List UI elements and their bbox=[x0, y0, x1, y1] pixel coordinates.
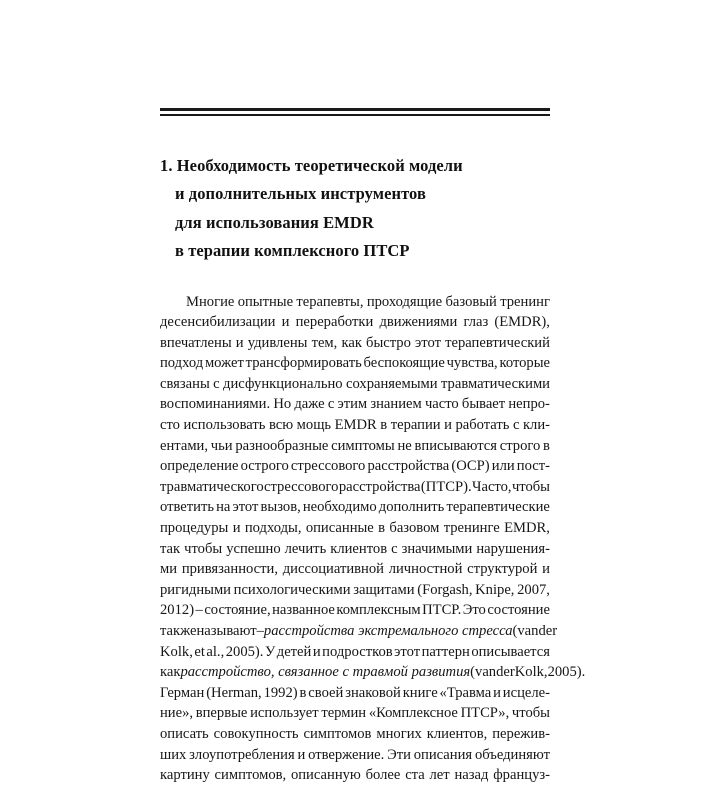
body-line bbox=[160, 374, 550, 395]
body-word: диссоциативной bbox=[282, 561, 384, 578]
body-word: EMDR bbox=[334, 417, 377, 434]
body-word: 1992) bbox=[263, 684, 298, 701]
body-word: беспокоящие bbox=[363, 355, 445, 372]
body-word: ние», bbox=[160, 705, 194, 722]
body-word: использовать bbox=[183, 417, 266, 434]
body-word: «Комплексное bbox=[368, 705, 458, 722]
body-word: терапии bbox=[390, 417, 441, 434]
body-line bbox=[160, 436, 550, 457]
chapter-title-line-4: в терапии комплексного ПТСР bbox=[175, 241, 410, 261]
chapter-title-line-3: для использования EMDR bbox=[175, 212, 374, 232]
body-word: расстройства экстремального стресса bbox=[263, 623, 513, 639]
body-word: Часто, bbox=[471, 478, 512, 495]
body-word: дисфункционально bbox=[223, 375, 343, 392]
body-line bbox=[160, 683, 550, 704]
body-line bbox=[160, 333, 550, 354]
body-word: et bbox=[194, 643, 205, 660]
body-word: названное bbox=[272, 602, 335, 619]
body-word: тренинге bbox=[443, 520, 500, 537]
body-word: объединяют bbox=[474, 746, 550, 763]
body-word: (EMDR), bbox=[494, 314, 550, 331]
body-line bbox=[160, 765, 550, 786]
body-word: ста bbox=[405, 767, 425, 784]
body-word: терапевты, bbox=[296, 293, 364, 310]
body-word: на bbox=[216, 499, 231, 516]
body-word: вписываются bbox=[414, 437, 497, 454]
body-word: вызов, bbox=[260, 499, 301, 516]
body-word: бывает bbox=[461, 396, 506, 413]
body-word: этот bbox=[394, 643, 421, 660]
body-word: чьи bbox=[210, 437, 233, 454]
body-word: картину bbox=[160, 767, 210, 784]
body-word: состояние, bbox=[204, 602, 271, 619]
body-word: личностной bbox=[388, 561, 463, 578]
body-paragraph bbox=[160, 292, 586, 786]
body-word: клиентов, bbox=[426, 725, 488, 742]
body-word: знанием bbox=[370, 396, 422, 413]
body-word: и bbox=[281, 314, 290, 331]
body-word: (Forgash, bbox=[417, 581, 473, 598]
body-line bbox=[160, 745, 550, 766]
body-word: 2005). bbox=[547, 664, 586, 681]
body-word: описанные bbox=[305, 520, 374, 537]
body-word: удивлены bbox=[247, 334, 308, 351]
body-line bbox=[160, 394, 550, 415]
body-word: Эти bbox=[387, 746, 411, 763]
body-word: в bbox=[378, 520, 386, 537]
body-line bbox=[160, 312, 550, 333]
body-word: терапевтические bbox=[446, 499, 550, 516]
body-word: комплексным bbox=[336, 602, 421, 619]
body-line bbox=[160, 724, 550, 745]
body-word: ших bbox=[160, 746, 187, 763]
body-word: с bbox=[512, 417, 520, 434]
body-word: базовый bbox=[445, 293, 497, 310]
body-word: как bbox=[160, 664, 181, 681]
body-word: в bbox=[543, 437, 550, 454]
body-word: или bbox=[491, 458, 515, 475]
body-word: злоупотребления bbox=[189, 746, 295, 763]
body-word: этот bbox=[232, 499, 259, 516]
body-word: клиентов bbox=[330, 540, 388, 557]
body-word: описать bbox=[160, 725, 209, 742]
body-word: подростков bbox=[322, 643, 393, 660]
body-word: симптомов, bbox=[214, 767, 287, 784]
body-word: исцеле- bbox=[502, 684, 550, 701]
body-word: (van bbox=[512, 623, 539, 639]
body-word: Но bbox=[273, 396, 292, 413]
body-line bbox=[160, 477, 550, 498]
body-word: опытные bbox=[237, 293, 294, 310]
body-line bbox=[160, 662, 586, 683]
body-word: терапевтический bbox=[445, 334, 550, 351]
body-word: и bbox=[542, 561, 550, 578]
body-word: быстро bbox=[366, 334, 411, 351]
body-word: «Травма bbox=[439, 684, 492, 701]
body-word: десенсибилизации bbox=[160, 314, 276, 331]
body-word: лет bbox=[429, 767, 450, 784]
body-word: паттерн bbox=[421, 643, 470, 660]
body-word: описывается bbox=[471, 643, 550, 660]
body-word: строго bbox=[499, 437, 541, 454]
body-word: подход bbox=[160, 355, 204, 372]
chapter-title bbox=[160, 152, 550, 266]
body-word: стрессового bbox=[290, 458, 366, 475]
body-line bbox=[160, 353, 550, 374]
body-word: (van bbox=[470, 664, 497, 681]
body-line bbox=[160, 518, 550, 539]
body-word: защитами bbox=[353, 581, 415, 598]
body-word: в bbox=[380, 417, 388, 434]
body-word: француз- bbox=[493, 767, 550, 784]
body-word: кли- bbox=[522, 417, 550, 434]
body-word: ми bbox=[160, 561, 178, 578]
body-word: ентами, bbox=[160, 437, 209, 454]
body-word: впечатлены bbox=[160, 334, 232, 351]
body-word: ригидными bbox=[160, 581, 231, 598]
body-word: знаковой bbox=[345, 684, 401, 701]
body-word: связаны bbox=[160, 375, 210, 392]
body-word: острого bbox=[240, 458, 289, 475]
body-word: движениями bbox=[379, 314, 458, 331]
body-word: всю bbox=[268, 417, 294, 434]
body-word: более bbox=[365, 767, 401, 784]
body-word: глаз bbox=[463, 314, 489, 331]
body-word: Knipe, bbox=[475, 581, 515, 598]
body-word: как bbox=[341, 334, 362, 351]
body-word: чтобы bbox=[511, 705, 550, 722]
body-word: трансформировать bbox=[245, 355, 362, 372]
body-word: подходы, bbox=[244, 520, 302, 537]
body-word: совокупность bbox=[213, 725, 299, 742]
body-word: – bbox=[195, 602, 203, 619]
body-line bbox=[160, 292, 550, 313]
body-word: базовом bbox=[389, 520, 440, 537]
body-word: называют bbox=[196, 623, 257, 639]
body-word: может bbox=[204, 355, 244, 372]
body-word: и bbox=[493, 684, 501, 701]
body-word: симптомы bbox=[331, 437, 395, 454]
body-word: EMDR, bbox=[504, 520, 550, 537]
body-word: переработки bbox=[295, 314, 374, 331]
chapter-title-line-2: и дополнительных инструментов bbox=[175, 184, 426, 204]
body-line bbox=[160, 456, 550, 477]
body-word: и bbox=[312, 643, 321, 660]
body-line bbox=[160, 415, 550, 436]
body-word: в bbox=[299, 684, 307, 701]
body-word: отвержение. bbox=[308, 746, 385, 763]
page-content bbox=[160, 108, 586, 786]
body-line bbox=[160, 600, 550, 621]
body-word: 2012) bbox=[160, 602, 195, 619]
body-word: тем, bbox=[311, 334, 338, 351]
body-word: так bbox=[160, 540, 181, 557]
body-word: ПТСР», bbox=[460, 705, 510, 722]
body-word: сохраняемыми bbox=[346, 375, 438, 392]
body-word: с bbox=[327, 396, 335, 413]
body-word: с bbox=[391, 540, 398, 557]
body-word: детей bbox=[276, 643, 312, 660]
body-word: разнообразные bbox=[235, 437, 329, 454]
body-word: термин bbox=[321, 705, 367, 722]
body-word: чтобы bbox=[511, 478, 550, 495]
body-word: чтобы bbox=[184, 540, 223, 557]
body-word: проходящие bbox=[366, 293, 443, 310]
body-word: Kolk, bbox=[514, 664, 548, 681]
body-word: воспоминаниями. bbox=[160, 396, 271, 413]
body-word: травматическими bbox=[441, 375, 550, 392]
body-word: своей bbox=[308, 684, 344, 701]
body-word: 2005). bbox=[225, 643, 264, 660]
body-word: впервые bbox=[195, 705, 248, 722]
body-word: и bbox=[444, 417, 452, 434]
body-word: успешно bbox=[226, 540, 281, 557]
body-word: назад bbox=[454, 767, 489, 784]
body-line bbox=[160, 580, 550, 601]
body-word: У bbox=[264, 643, 276, 660]
body-word: часто bbox=[424, 396, 459, 413]
body-word: также bbox=[160, 623, 197, 639]
body-word: непро- bbox=[508, 396, 550, 413]
body-word: (ПТСР). bbox=[420, 478, 472, 495]
body-word: сто bbox=[160, 417, 180, 434]
body-line bbox=[160, 621, 558, 642]
body-word: al., bbox=[206, 643, 225, 660]
body-line bbox=[160, 559, 550, 580]
body-word: с bbox=[213, 375, 220, 392]
body-word: ответить bbox=[160, 499, 214, 516]
body-word: Kolk, bbox=[160, 643, 193, 660]
chapter-rule-decoration bbox=[160, 108, 550, 116]
body-word: описания bbox=[413, 746, 473, 763]
body-word: der bbox=[538, 623, 558, 639]
rule-thin-bottom bbox=[160, 114, 550, 116]
body-word: работать bbox=[455, 417, 510, 434]
body-word: описанную bbox=[290, 767, 361, 784]
body-word: этим bbox=[337, 396, 368, 413]
body-word: ПТСР. bbox=[422, 602, 462, 619]
body-word: Это bbox=[462, 602, 486, 619]
body-word: которые bbox=[499, 355, 550, 372]
body-word: и bbox=[235, 334, 244, 351]
body-word: Герман bbox=[160, 684, 205, 701]
body-word: (Herman, bbox=[206, 684, 262, 701]
body-word: состояние bbox=[487, 602, 550, 619]
body-line bbox=[160, 642, 550, 663]
body-word: тренинг bbox=[500, 293, 550, 310]
body-word: пост- bbox=[516, 458, 550, 475]
body-word: 2007, bbox=[517, 581, 550, 598]
body-word: психологическими bbox=[233, 581, 351, 598]
body-word: der bbox=[496, 664, 515, 681]
body-word: не bbox=[397, 437, 412, 454]
body-word: значимыми bbox=[401, 540, 473, 557]
body-word: чувства, bbox=[446, 355, 498, 372]
body-word: пережив- bbox=[492, 725, 550, 742]
body-word: расстройства bbox=[367, 458, 450, 475]
body-word: многих bbox=[376, 725, 422, 742]
body-word: травматического bbox=[160, 478, 264, 495]
body-word: – bbox=[256, 623, 264, 639]
body-line bbox=[160, 539, 550, 560]
body-word: определение bbox=[160, 458, 239, 475]
body-word: дополнить bbox=[378, 499, 445, 516]
body-word: расстройства bbox=[338, 478, 421, 495]
body-word: этот bbox=[415, 334, 441, 351]
body-word: симптомов bbox=[303, 725, 372, 742]
body-line bbox=[160, 497, 550, 518]
body-word: использует bbox=[250, 705, 319, 722]
body-word: Многие bbox=[186, 293, 235, 310]
body-word: расстройство, связанное с травмой развития bbox=[180, 664, 471, 681]
body-word: книге bbox=[402, 684, 438, 701]
body-word: нарушения- bbox=[476, 540, 550, 557]
body-word: структурой bbox=[467, 561, 538, 578]
body-word: стрессового bbox=[264, 478, 339, 495]
body-word: даже bbox=[294, 396, 325, 413]
body-word: лечить bbox=[284, 540, 327, 557]
body-word: необходимо bbox=[302, 499, 377, 516]
body-line bbox=[160, 703, 550, 724]
chapter-title-line-1: 1. Необходимость теоретической модели bbox=[160, 156, 463, 175]
body-word: процедуры bbox=[160, 520, 229, 537]
body-word: мощь bbox=[296, 417, 332, 434]
body-word: и bbox=[232, 520, 241, 537]
body-word: и bbox=[297, 746, 306, 763]
body-word: (ОСР) bbox=[451, 458, 490, 475]
body-word: привязанности, bbox=[181, 561, 278, 578]
